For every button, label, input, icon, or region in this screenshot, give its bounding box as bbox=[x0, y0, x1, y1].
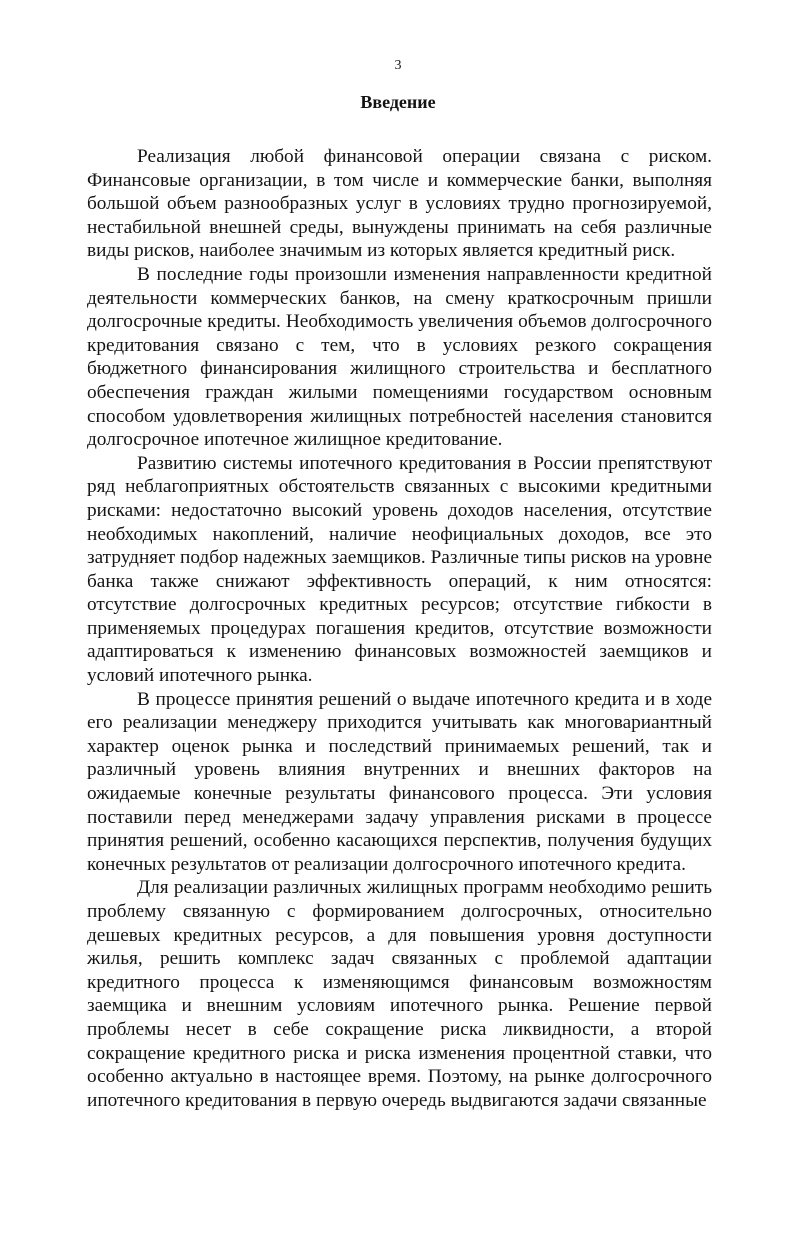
section-title: Введение bbox=[360, 92, 436, 112]
paragraph: Развитию системы ипотечного кредитования в России препятствуют ряд неблагоприятных обстоятельств связанных с высокими кредитными рисками: недостаточно высокий уровень доходов населения, отсутствие необходимых накоплений, наличие неофициальных доходов, все это затрудняет подбор надежных заемщиков. Различные типы рисков на уровне банка также снижают эффективность операций, к ним относятся: отсутствие долгосрочных кредитных ресурсов; отсутствие гибкости в применяемых процедурах погашения кредитов, отсутствие возможности адаптироваться к изменению финансовых возможностей заемщиков и условий ипотечного рынка. bbox=[87, 452, 712, 687]
paragraph: В последние годы произошли изменения направленности кредитной деятельности коммерческих банков, на смену краткосрочным пришли долгосрочные кредиты. Необходимость увеличения объемов долгосрочного кредитования связано с тем, что в условиях резкого сокращения бюджетного финансирования жилищного строительства и бесплатного обеспечения граждан жилыми помещениями государством основным способом удовлетворения жилищных потребностей населения становится долгосрочное ипотечное жилищное кредитование. bbox=[87, 263, 712, 451]
paragraph: Реализация любой финансовой операции связана с риском. Финансовые организации, в том числе и коммерческие банки, выполняя большой объем разнообразных услуг в условиях трудно прогнозируемой, нестабильной внешней среды, вынуждены принимать на себя различные виды рисков, наиболее значимым из которых является кредитный риск. bbox=[87, 146, 712, 262]
paragraph: В процессе принятия решений о выдаче ипотечного кредита и в ходе его реализации менеджеру приходится учитывать как многовариантный характер оценок рынка и последствий принимаемых решений, так и различный уровень влияния внутренних и внешних факторов на ожидаемые конечные результаты финансового процесса. Эти условия поставили перед менеджерами задачу управления рисками в процессе принятия решений, особенно касающихся перспектив, получения будущих конечных результатов от реализации долгосрочного ипотечного кредита. bbox=[87, 688, 712, 875]
paragraph: Для реализации различных жилищных программ необходимо решить проблему связанную с формированием долгосрочных, относительно дешевых кредитных ресурсов, а для повышения уровня доступности жилья, решить комплекс задач связанных с проблемой адаптации кредитного процесса к изменяющимся финансовым возможностям заемщика и внешним условиям ипотечного рынка. Решение первой проблемы несет в себе сокращение риска ликвидности, а второй сокращение кредитного риска и риска изменения процентной ставки, что особенно актуально в настоящее время. Поэтому, на рынке долгосрочного ипотечного кредитования в первую очередь выдвигаются задачи связанные bbox=[87, 877, 712, 1111]
page-number: 3 bbox=[394, 58, 402, 73]
document-body bbox=[87, 145, 712, 1112]
